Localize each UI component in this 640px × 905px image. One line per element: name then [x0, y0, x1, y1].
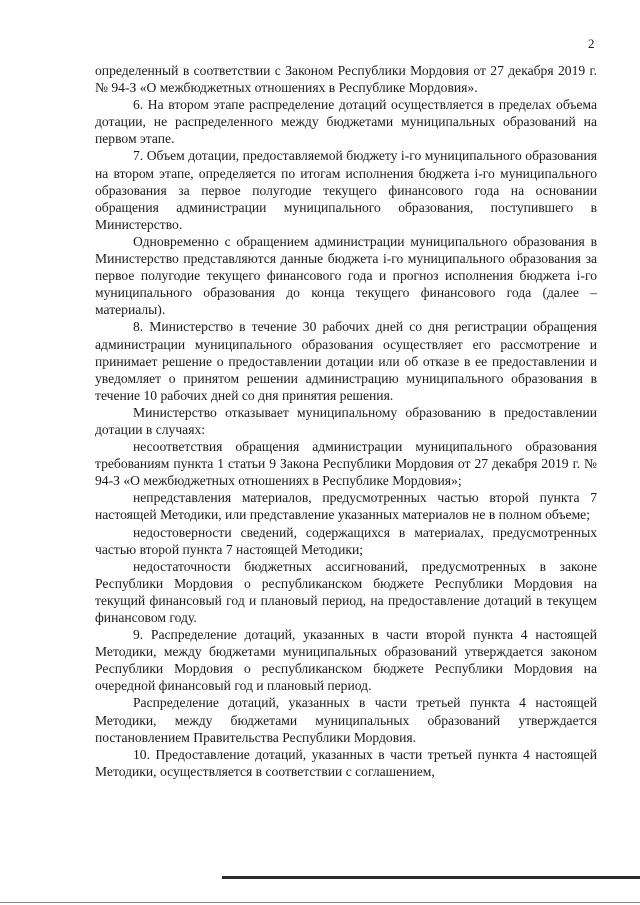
page-number: 2 [588, 36, 595, 51]
paragraph-continuation: определенный в соответствии с Законом Республики Мордовия от 27 декабря 2019 г. № 94-З «О межбюджетных отношениях в Республике Мордовия». [95, 63, 597, 96]
scan-bottom-border [0, 902, 640, 903]
paragraph-refusal-intro: Министерство отказывает муниципальному образованию в предоставлении дотации в случаях: [95, 404, 597, 437]
paragraph-refusal-case-4: недостаточности бюджетных ассигнований, предусмотренных в законе Республики Мордовия о республиканском бюджете Республики Мордовия на текущий финансовый год и плановый период, на предоставление дотаций в текущем финансовом году. [95, 558, 597, 625]
paragraph-item-10: 10. Предоставление дотаций, указанных в части третьей пункта 4 настоящей Методики, осуществляется в соответствии с соглашением, [95, 746, 597, 779]
paragraph-materials: Одновременно с обращением администрации муниципального образования в Министерство представляются данные бюджета i-го муниципального образования за первое полугодие текущего финансового года и прогноз исполнения бюджета i-го муниципального образования до конца текущего финансового года (далее – материалы). [95, 233, 597, 318]
paragraph-refusal-case-1: несоответствия обращения администрации муниципального образования требованиям пункта 1 статьи 9 Закона Республики Мордовия от 27 декабря 2019 г. № 94-З «О межбюджетных отношениях в Республике Мордовия»; [95, 439, 597, 489]
paragraph-distribution: Распределение дотаций, указанных в части третьей пункта 4 настоящей Методики, между бюджетами муниципальных образований утверждается постановлением Правительства Республики Мордовия. [95, 695, 597, 745]
scan-edge-line [222, 876, 640, 879]
paragraph-refusal-case-2: непредставления материалов, предусмотренных частью второй пункта 7 настоящей Методики, или представление указанных материалов не в полном объеме; [95, 490, 597, 523]
paragraph-item-7: 7. Объем дотации, предоставляемой бюджету i-го муниципального образования на втором этапе, определяется по итогам исполнения бюджета i-го муниципального образования за первое полугодие текущего финансового года на основании обращения администрации муниципального образования, поступившего в Министерство. [95, 148, 597, 232]
paragraph-item-9: 9. Распределение дотаций, указанных в части второй пункта 4 настоящей Методики, между бюджетами муниципальных образований утверждается законом Республики Мордовия о республиканском бюджете Республики Мордовия на очередной финансовый год и плановый период. [95, 627, 597, 694]
paragraph-item-8: 8. Министерство в течение 30 рабочих дней со дня регистрации обращения администрации муниципального образования осуществляет его рассмотрение и принимает решение о предоставлении дотации или об отказе в ее предоставлении и уведомляет о принятом решении администрацию муниципального образования в течение 10 рабочих дней со дня принятия решения. [95, 319, 597, 403]
paragraph-item-6: 6. На втором этапе распределение дотаций осуществляется в пределах объема дотации, не распределенного между бюджетами муниципальных образований на первом этапе. [95, 97, 597, 147]
document-body [95, 62, 597, 780]
paragraph-refusal-case-3: недостоверности сведений, содержащихся в материалах, предусмотренных частью второй пункта 7 настоящей Методики; [95, 524, 597, 557]
